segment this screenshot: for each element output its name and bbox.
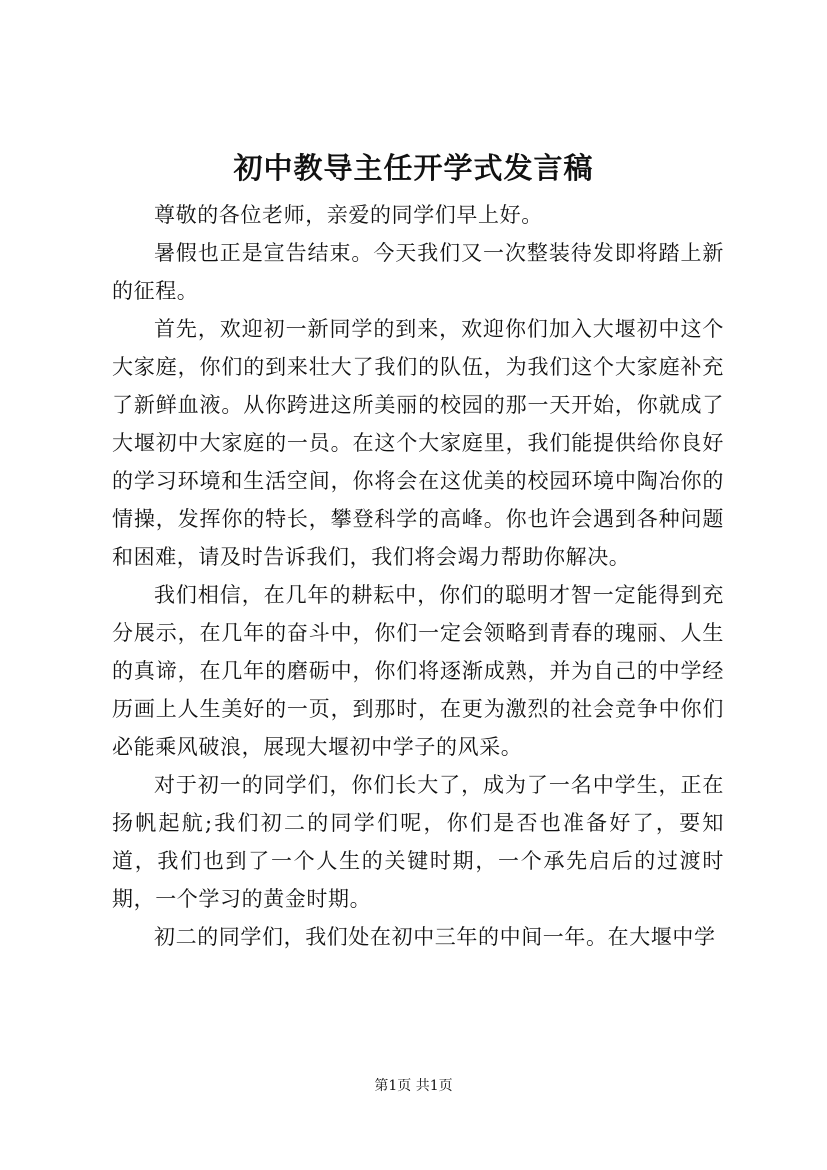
paragraph-belief: 我们相信，在几年的耕耘中，你们的聪明才智一定能得到充分展示，在几年的奋斗中，你们一定会领略到青春的瑰丽、人生的真谛，在几年的磨砺中，你们将逐渐成熟，并为自己的中学经历画上人生美好的一页，到那时，在更为激烈的社会竞争中你们必能乘风破浪，展现大堰初中学子的风采。	[112, 583, 724, 759]
paragraph-grades: 对于初一的同学们，你们长大了，成为了一名中学生，正在扬帆起航;我们初二的同学们呢，你们是否也准备好了，要知道，我们也到了一个人生的关键时期，一个承先启后的过渡时期，一个学习的黄金时期。	[112, 773, 724, 911]
page-number-footer: 第1页 共1页	[374, 1078, 453, 1094]
paragraph-intro: 暑假也正是宣告结束。今天我们又一次整装待发即将踏上新的征程。	[112, 241, 724, 303]
paragraph-greeting: 尊敬的各位老师，亲爱的同学们早上好。	[154, 203, 543, 227]
paragraph-grade-two: 初二的同学们，我们处在初中三年的中间一年。在大堰中学	[154, 925, 716, 949]
document-title: 初中教导主任开学式发言稿	[233, 151, 594, 185]
document-body	[112, 196, 724, 956]
paragraph-welcome: 首先，欢迎初一新同学的到来，欢迎你们加入大堰初中这个大家庭，你们的到来壮大了我们的队伍，为我们这个大家庭补充了新鲜血液。从你跨进这所美丽的校园的那一天开始，你就成了大堰初中大家庭的一员。在这个大家庭里，我们能提供给你良好的学习环境和生活空间，你将会在这优美的校园环境中陶冶你的情操，发挥你的特长，攀登科学的高峰。你也许会遇到各种问题和困难，请及时告诉我们，我们将会竭力帮助你解决。	[112, 317, 724, 569]
